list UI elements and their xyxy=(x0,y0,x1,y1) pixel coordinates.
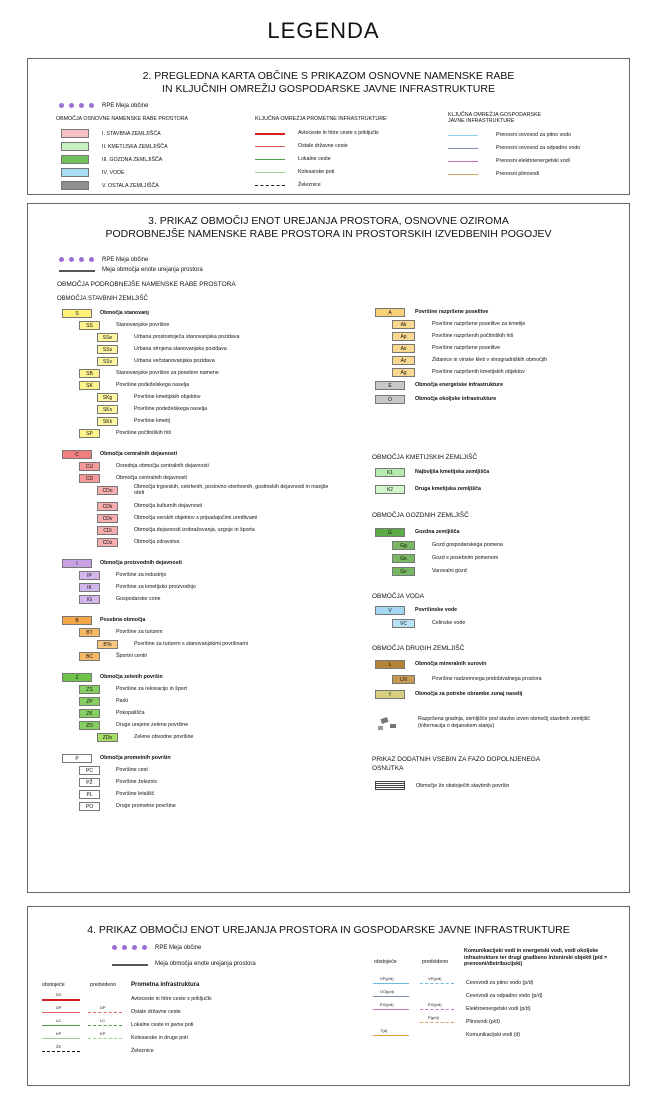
land-use-code-label: Območja zdravstva xyxy=(134,539,180,545)
line-code-label: KP xyxy=(56,1031,62,1036)
land-use-swatch xyxy=(61,168,89,177)
boundary-dot-icon xyxy=(79,103,84,108)
land-use-code-swatch: V xyxy=(375,606,405,615)
land-use-code-label: Stanovanjske površine za posebne namene xyxy=(116,370,219,376)
water-heading: OBMOČJA VODA xyxy=(372,593,425,600)
building-fragment-icon xyxy=(390,724,396,728)
land-use-code-swatch: CDz xyxy=(97,538,118,547)
land-use-code-label: Območja stanovanj xyxy=(100,310,149,316)
land-use-code-label: Območja za potrebe obrambe zunaj naselij xyxy=(415,691,523,697)
line-code-label: DP xyxy=(56,1005,62,1010)
land-use-code-swatch: Az xyxy=(392,356,415,365)
land-use-code-label: Varovalni gozd xyxy=(432,568,467,574)
land-use-code-swatch: L xyxy=(375,660,405,669)
land-use-code-label: Površine železnic xyxy=(116,779,158,785)
land-use-code-swatch: SP xyxy=(79,429,100,438)
land-use-code-label: Celinske vode xyxy=(432,620,466,626)
boundary-dot-icon xyxy=(142,945,147,950)
land-use-code-label: Površine razpršene poselitve xyxy=(415,309,489,315)
land-use-code-swatch: CDk xyxy=(97,502,118,511)
land-use-code-swatch: SS xyxy=(79,321,100,330)
communication-infra-label: Cevovodi za odpadno vodo (p/d) xyxy=(466,993,543,999)
land-use-code-label: Površine kmetij xyxy=(134,418,170,424)
land-use-code-swatch: Ag xyxy=(392,368,415,377)
land-use-label: IV. VODE xyxy=(102,170,125,176)
land-use-code-swatch: O xyxy=(375,395,405,404)
land-use-code-label: Območja trgovskih, cekrtenih, poslovno-storitvenih, gostinskih dejavnosti in manjše obrti xyxy=(134,484,329,496)
planned-line-icon xyxy=(420,1022,454,1023)
infrastructure-label: Prenosni cevovod za odpadno vodo xyxy=(496,145,581,151)
line-code-label: EV(p/d) xyxy=(428,1002,442,1007)
land-use-code-swatch: B xyxy=(62,616,92,625)
line-code-label: VP(p/d) xyxy=(428,976,442,981)
land-use-code-swatch: Gg xyxy=(392,541,415,550)
line-code-label: LC xyxy=(100,1018,106,1023)
land-use-code-swatch: CD xyxy=(79,474,100,483)
existing-building-label: Območje že obstoječih stavbnih površin xyxy=(416,783,510,789)
traffic-infra-heading: Prometna infrastruktura xyxy=(131,982,200,988)
land-use-label: III. GOZDNA ZEMLJIŠČA xyxy=(102,157,163,163)
land-use-code-swatch: BT xyxy=(79,628,100,637)
land-use-code-swatch: I xyxy=(62,559,92,568)
section-2-title-line2: IN KLJUČNIH OMREŽIJ GOSPODARSKE JAVNE INFRASTRUKTURE xyxy=(162,83,495,95)
land-use-code-swatch: E xyxy=(375,381,405,390)
section-3-panel xyxy=(27,203,630,893)
land-use-code-label: Urbana strnjena stanovanjska pozidava xyxy=(134,346,227,352)
land-use-label: II. KMETIJSKA ZEMLJIŠČA xyxy=(102,144,168,150)
land-use-code-label: Površine razpršene poselitve za kmetije xyxy=(432,321,526,327)
line-code-label: VO(p/d) xyxy=(380,989,395,994)
line-code-label: DC xyxy=(56,992,62,997)
land-use-code-label: Območja prometnih površin xyxy=(100,755,171,761)
planned-line-icon xyxy=(88,1038,122,1039)
land-use-code-swatch: f xyxy=(375,690,405,699)
land-use-code-swatch: SK xyxy=(79,381,100,390)
land-use-code-swatch: ZK xyxy=(79,709,100,718)
line-code-label: LC xyxy=(56,1018,62,1023)
land-use-code-swatch: CDo xyxy=(97,486,118,495)
land-use-swatch xyxy=(61,155,89,164)
land-use-code-label: Zelene obvodne površine xyxy=(134,734,194,740)
land-use-code-label: Površine podeželskega naselja xyxy=(134,406,208,412)
land-use-code-swatch: SSv xyxy=(97,357,118,366)
planned-column-label: predvideno xyxy=(422,959,449,965)
planned-column-label: predvideno xyxy=(90,982,117,988)
section-2-title-line1: 2. PREGLEDNA KARTA OBČINE S PRIKAZOM OSNOVNE NAMENSKE RABE xyxy=(142,70,515,82)
existing-column-label: obstoječe xyxy=(374,959,397,965)
land-use-code-label: Območja zelenih površin xyxy=(100,674,163,680)
additional-content-heading-line2: OSNUTKA xyxy=(372,765,404,772)
existing-line-icon xyxy=(42,1038,80,1039)
dispersed-building-label: Razpršena gradnja, zemljišče pod stavbo izven območij stavbnih zemljišč (informacija o dejanskem stanju) xyxy=(418,716,590,729)
land-use-code-label: Najboljša kmetijska zemljišča xyxy=(415,469,490,475)
land-use-code-label: Površine za rekreacijo in šport xyxy=(116,686,187,692)
land-use-code-swatch: SKg xyxy=(97,393,118,402)
traffic-label: Lokalne ceste xyxy=(298,156,331,162)
land-use-code-label: Stanovanjske površine xyxy=(116,322,170,328)
land-use-code-label: Urbana prostostoječa stanovanjska pozidava xyxy=(134,334,240,340)
traffic-infra-label: Avtoceste in hitre ceste s priključki xyxy=(131,996,212,1002)
land-use-code-swatch: ZS xyxy=(79,685,100,694)
infrastructure-label: Prenosni cevovod za pitno vodo xyxy=(496,132,572,138)
land-use-code-label: Druge urejene zelene površine xyxy=(116,722,189,728)
additional-content-heading-line1: PRIKAZ DODATNIH VSEBIN ZA FAZO DOPOLNJENEGA xyxy=(372,756,541,763)
eup-boundary-line-icon xyxy=(59,270,95,272)
eup-boundary-label: Meja območja enote urejanja prostora xyxy=(155,961,256,967)
existing-line-icon xyxy=(42,1051,80,1052)
land-use-code-label: Območja verskih objektov s pripadajočimi ureditvami xyxy=(134,515,258,521)
land-use-code-label: Območja kulturnih dejavnosti xyxy=(134,503,203,509)
existing-line-icon xyxy=(373,1009,409,1010)
land-use-swatch xyxy=(61,181,89,190)
agricultural-land-heading: OBMOČJA KMETIJSKIH ZEMLJIŠČ xyxy=(372,454,478,461)
land-use-code-label: Druga kmetijska zemljišča xyxy=(415,486,481,492)
boundary-dot-icon xyxy=(112,945,117,950)
building-fragment-icon xyxy=(378,726,383,730)
land-use-code-label: Površine razpršenih kmetijskih objektov xyxy=(432,369,525,375)
existing-line-icon xyxy=(373,996,409,997)
land-use-code-swatch: CDv xyxy=(97,514,118,523)
line-code-label: T(d) xyxy=(380,1028,388,1033)
land-use-code-label: Posebna območja xyxy=(100,617,146,623)
line-code-label: EV(p/d) xyxy=(380,1002,394,1007)
planned-line-icon xyxy=(420,983,454,984)
forest-land-heading: OBMOČJA GOZDNIH ZEMLJIŠČ xyxy=(372,512,469,519)
boundary-dot-icon xyxy=(122,945,127,950)
land-use-code-label: Gozd s posebnim pomenom xyxy=(432,555,499,561)
line-code-label: P(p/d) xyxy=(428,1015,439,1020)
page-title: LEGENDA xyxy=(267,18,380,43)
land-use-label: V. OSTALA ZEMLJIŠČA xyxy=(102,183,159,189)
land-use-code-swatch: BC xyxy=(79,652,100,661)
land-use-code-label: Športni centri xyxy=(116,653,148,659)
existing-column-label: obstoječe xyxy=(42,982,65,988)
boundary-dot-icon xyxy=(89,103,94,108)
boundary-dot-icon xyxy=(79,257,84,262)
land-use-code-label: Pokopališča xyxy=(116,710,145,716)
land-use-code-label: Površine podeželskega naselja xyxy=(116,382,190,388)
land-use-code-swatch: Ap xyxy=(392,332,415,341)
land-use-code-swatch: As xyxy=(392,344,415,353)
land-use-heading: OBMOČJA OSNOVNE NAMENSKE RABE PROSTORA xyxy=(56,116,189,122)
communication-infra-label: Plinovodi (p/d) xyxy=(466,1019,500,1025)
land-use-code-swatch: BTs xyxy=(97,640,118,649)
infrastructure-line-icon xyxy=(448,174,478,175)
line-code-label: DP xyxy=(100,1005,106,1010)
communication-infra-heading: Komunikacijski vodi in energetski vodi, vodi okoljske infrastrukture ter drugi gradbeno inženirski objekti (p/d = prenosni/distribucijski) xyxy=(464,948,608,967)
land-use-code-label: Druge prometne površine xyxy=(116,803,176,809)
land-use-code-swatch: IK xyxy=(79,583,100,592)
land-use-code-swatch: CU xyxy=(79,462,100,471)
municipality-boundary-label: RPE Meja občine xyxy=(102,103,149,109)
land-use-code-swatch: Z xyxy=(62,673,92,682)
land-use-code-swatch: IP xyxy=(79,571,100,580)
boundary-dot-icon xyxy=(69,257,74,262)
boundary-dot-icon xyxy=(89,257,94,262)
land-use-code-swatch: PŽ xyxy=(79,778,100,787)
land-use-code-label: Parki xyxy=(116,698,129,704)
land-use-code-label: Površine cest xyxy=(116,767,148,773)
land-use-code-swatch: LN xyxy=(392,675,415,684)
section-2-panel xyxy=(27,58,630,195)
land-use-code-swatch: A xyxy=(375,308,405,317)
land-use-code-swatch: G xyxy=(375,528,405,537)
planned-line-icon xyxy=(420,1009,454,1010)
boundary-dot-icon xyxy=(59,103,64,108)
land-use-code-label: Območja centralnih dejavnosti xyxy=(100,451,178,457)
existing-line-icon xyxy=(42,1012,80,1013)
infrastructure-heading-line2: JAVNE INFRASTRUKTURE xyxy=(448,118,515,124)
land-use-code-label: Gozd gospodarskega pomena xyxy=(432,542,503,548)
land-use-code-swatch: S xyxy=(62,309,92,318)
building-fragment-icon xyxy=(380,717,388,724)
planned-line-icon xyxy=(88,1012,122,1013)
land-use-code-swatch: Gs xyxy=(392,554,415,563)
traffic-line-icon xyxy=(255,146,285,147)
land-use-label: I. STAVBNA ZEMLJIŠČA xyxy=(102,131,161,137)
land-use-code-swatch: P xyxy=(62,754,92,763)
traffic-label: Železnice xyxy=(298,182,321,188)
infrastructure-line-icon xyxy=(448,135,478,136)
eup-boundary-label: Meja območja enote urejanja prostora xyxy=(102,267,203,273)
traffic-infra-label: Lokalne ceste in javne poti xyxy=(131,1022,194,1028)
infrastructure-label: Prenosni plinovodi xyxy=(496,171,540,177)
land-use-code-swatch: SKk xyxy=(97,417,118,426)
land-use-swatch xyxy=(61,142,89,151)
communication-infra-label: Elektroenergetski vodi (p/d) xyxy=(466,1006,531,1012)
section-3-title-line1: 3. PRIKAZ OBMOČIJ ENOT UREJANJA PROSTORA, OSNOVNE OZIROMA xyxy=(148,215,509,227)
land-use-code-label: Površine za kmetijsko proizvodnjo xyxy=(116,584,196,590)
land-use-code-label: Gospodarske cone xyxy=(116,596,161,602)
existing-line-icon xyxy=(373,983,409,984)
land-use-code-label: Zidanice in vinske kleti v vinogradniških območjih xyxy=(432,357,548,363)
existing-line-icon xyxy=(42,999,80,1001)
land-use-code-label: Gozdna zemljišča xyxy=(415,529,460,535)
land-use-code-swatch: ZP xyxy=(79,697,100,706)
detailed-use-heading: OBMOČJA PODROBNEJŠE NAMENSKE RABE PROSTORA xyxy=(57,281,236,288)
existing-line-icon xyxy=(373,1035,409,1036)
land-use-code-label: Površine nadzemnega pridobivalnega prostora xyxy=(432,676,542,682)
traffic-line-icon xyxy=(255,172,285,173)
line-code-label: ŽE xyxy=(56,1044,62,1049)
land-use-code-label: Površine za industrijo xyxy=(116,572,167,578)
land-use-code-swatch: SB xyxy=(79,369,100,378)
traffic-infra-label: Kolesarske in druge poti xyxy=(131,1035,188,1041)
land-use-code-label: Površine kmetijskih objektov xyxy=(134,394,201,400)
land-use-code-swatch: K2 xyxy=(375,485,405,494)
section-4-title: 4. PRIKAZ OBMOČIJ ENOT UREJANJA PROSTORA IN GOSPODARSKE JAVNE INFRASTRUKTURE xyxy=(87,924,570,936)
traffic-line-icon xyxy=(255,159,285,160)
land-use-code-swatch: SSe xyxy=(97,333,118,342)
land-use-swatch xyxy=(61,129,89,138)
municipality-boundary-label: RPE Meja občine xyxy=(102,257,149,263)
municipality-boundary-label: RPE Meja občine xyxy=(155,945,202,951)
land-use-code-swatch: PO xyxy=(79,802,100,811)
infrastructure-heading-line1: KLJUČNA OMREŽJA GOSPODARSKE xyxy=(448,112,542,118)
traffic-infra-label: Ostale državne ceste xyxy=(131,1009,181,1015)
land-use-code-label: Površine za turizem xyxy=(116,629,163,635)
building-land-heading: OBMOČJA STAVBNIH ZEMLJIŠČ xyxy=(57,296,148,302)
infrastructure-line-icon xyxy=(448,161,478,162)
land-use-code-label: Območja dejavnosti izobraževanja, vzgoje in športa xyxy=(134,527,255,533)
planned-line-icon xyxy=(88,1025,122,1026)
boundary-dot-icon xyxy=(132,945,137,950)
boundary-dot-icon xyxy=(69,103,74,108)
land-use-code-label: Osrednja območja centralnih dejavnosti xyxy=(116,463,209,469)
land-use-code-swatch: Ak xyxy=(392,320,415,329)
land-use-code-swatch: SKs xyxy=(97,405,118,414)
land-use-code-label: Površine za turizem s stanovanjskimi površinami xyxy=(134,641,248,647)
land-use-code-swatch: IG xyxy=(79,595,100,604)
infrastructure-line-icon xyxy=(448,148,478,149)
infrastructure-label: Prenosni elektroenergetski vodi xyxy=(496,158,570,164)
traffic-label: Ostale državne ceste xyxy=(298,143,348,149)
traffic-line-icon xyxy=(255,133,285,135)
land-use-code-swatch: CDi xyxy=(97,526,118,535)
land-use-code-swatch: PL xyxy=(79,790,100,799)
traffic-infra-label: Železnice xyxy=(131,1048,154,1054)
land-use-code-swatch: K1 xyxy=(375,468,405,477)
land-use-code-label: Območja mineralnih surovin xyxy=(415,661,487,667)
boundary-dot-icon xyxy=(59,257,64,262)
section-3-title-line2: PODROBNEJŠE NAMENSKE RABE PROSTORA IN PROSTORSKIH IZVEDBENIH POGOJEV xyxy=(105,228,552,240)
line-code-label: VP(p/d) xyxy=(380,976,394,981)
traffic-line-icon xyxy=(255,185,285,186)
eup-boundary-line-icon xyxy=(112,964,148,966)
traffic-network-heading: KLJUČNA OMREŽJA PROMETNE INFRASTRUKTURE xyxy=(255,116,387,122)
land-use-code-swatch: PC xyxy=(79,766,100,775)
traffic-label: Kolesarske poti xyxy=(298,169,335,175)
land-use-code-swatch: SSs xyxy=(97,345,118,354)
communication-infra-label: Cevovodi za pitno vodo (p/d) xyxy=(466,980,534,986)
land-use-code-label: Površinske vode xyxy=(415,607,458,613)
land-use-code-swatch: ZD xyxy=(79,721,100,730)
land-use-code-label: Območja okoljske infrastrukture xyxy=(415,396,497,402)
land-use-code-label: Območja energetske infrastrukture xyxy=(415,382,504,388)
existing-building-hatch-swatch xyxy=(375,781,405,790)
land-use-code-label: Območja centralnih dejavnosti xyxy=(116,475,187,481)
land-use-code-swatch: Gv xyxy=(392,567,415,576)
land-use-code-label: Urbana večstanovanjska pozidava xyxy=(134,358,215,364)
land-use-code-label: Površine letališč xyxy=(116,791,155,797)
existing-line-icon xyxy=(42,1025,80,1026)
land-use-code-label: Površine počitniških hiš xyxy=(116,430,172,436)
land-use-code-label: Območja proizvodnih dejavnosti xyxy=(100,560,182,566)
land-use-code-swatch: VC xyxy=(392,619,415,628)
communication-infra-label: Komunikacijski vodi (d) xyxy=(466,1032,521,1038)
land-use-code-swatch: ZDo xyxy=(97,733,118,742)
other-land-heading: OBMOČJA DRUGIH ZEMLJIŠČ xyxy=(372,645,465,652)
land-use-code-swatch: C xyxy=(62,450,92,459)
land-use-code-label: Površine razpršenih počitniških hiš xyxy=(432,333,514,339)
line-code-label: KP xyxy=(100,1031,106,1036)
land-use-code-label: Površine razpršene poselitve xyxy=(432,345,501,351)
section-4-panel xyxy=(27,906,630,1086)
traffic-label: Avtoceste in hitre ceste s priključki xyxy=(298,130,379,136)
